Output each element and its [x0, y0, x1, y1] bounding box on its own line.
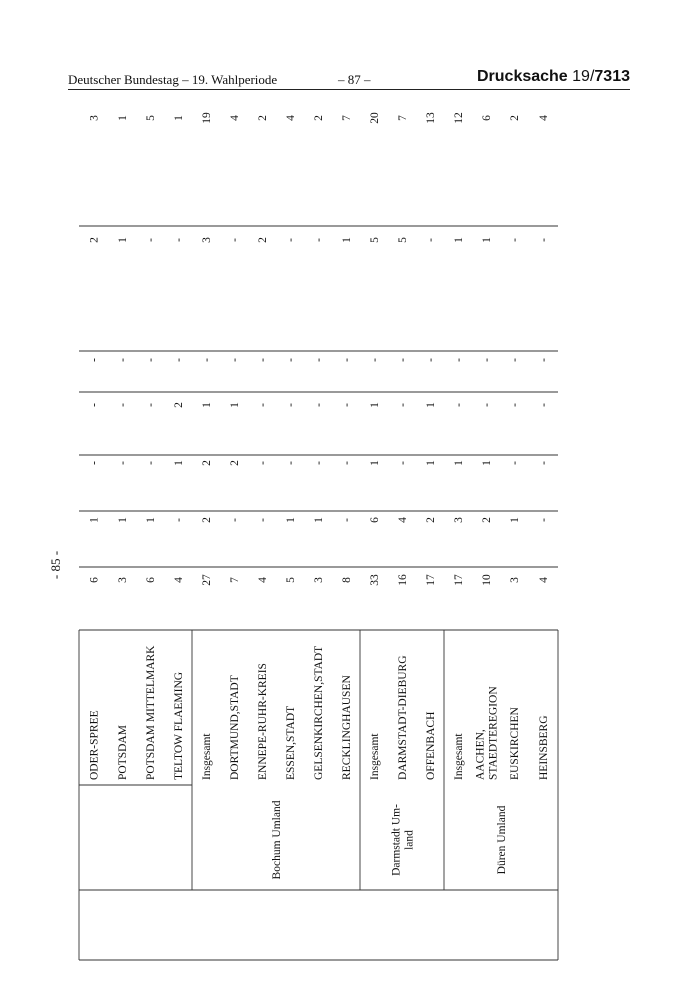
table-cell: -: [117, 461, 129, 465]
table-cell: 1: [425, 460, 437, 466]
table-cell: 33: [369, 574, 381, 586]
table-cell: 2: [425, 517, 437, 523]
table-cell: 1: [117, 115, 129, 121]
table-cell: 16: [397, 574, 409, 586]
table-cell: 1: [481, 237, 493, 243]
table-cell: 1: [173, 115, 185, 121]
table-cell: -: [117, 358, 129, 362]
row-label: Insgesamt: [369, 733, 381, 780]
table-cell: 20: [369, 112, 381, 124]
table-cell: -: [173, 238, 185, 242]
table-cell: -: [341, 461, 353, 465]
row-label: DORTMUND,STADT: [229, 675, 241, 780]
table-cell: 2: [481, 517, 493, 523]
table-cell: 3: [509, 577, 521, 583]
table-cell: -: [88, 403, 101, 407]
row-label: DARMSTADT-DIEBURG: [397, 655, 409, 780]
table-cell: 1: [369, 402, 381, 408]
table-cell: 6: [369, 517, 381, 523]
table-cell: 2: [509, 115, 521, 121]
table-cell: -: [538, 358, 550, 362]
table-cell: -: [145, 238, 157, 242]
table-cell: -: [257, 461, 269, 465]
table-cell: -: [397, 358, 409, 362]
table-cell: 1: [453, 237, 465, 243]
row-label: TELTOW FLAEMING: [173, 671, 185, 780]
table-cell: 4: [538, 115, 550, 121]
row-label: GELSENKIRCHEN,STADT: [313, 645, 325, 780]
header-document-id: 7313: [594, 68, 630, 85]
table-cell: -: [453, 358, 465, 362]
header-page-number: – 87 –: [338, 72, 371, 87]
row-label: POTSDAM: [117, 725, 129, 780]
table-cell: 17: [425, 574, 437, 586]
table-cell: -: [509, 461, 521, 465]
row-label: Insgesamt: [453, 733, 465, 780]
table-cell: 1: [173, 460, 185, 466]
table-cell: 4: [257, 577, 269, 583]
table-cell: 1: [117, 517, 129, 523]
table-cell: -: [313, 403, 325, 407]
table-cell: -: [425, 358, 437, 362]
row-label: AACHEN,: [474, 729, 487, 780]
table-cell: 2: [257, 115, 269, 121]
table-cell: -: [285, 358, 297, 362]
row-label: Insgesamt: [201, 733, 213, 780]
table-cell: 1: [145, 517, 157, 523]
header-parliament: Deutscher Bundestag – 19. Wahlperiode: [68, 72, 278, 87]
table-cell: -: [88, 358, 101, 362]
table-cell: 3: [117, 577, 129, 583]
table-cell: -: [538, 238, 550, 242]
table-cell: 5: [369, 237, 381, 243]
group-label: Darmstadt Um-: [390, 804, 403, 876]
table-cell: 2: [313, 115, 325, 121]
table-cell: -: [257, 518, 269, 522]
table-cell: 1: [425, 402, 437, 408]
row-label: POTSDAM MITTELMARK: [145, 645, 157, 780]
table-cell: 1: [509, 517, 521, 523]
table-cell: 1: [453, 460, 465, 466]
table-cell: -: [173, 358, 185, 362]
table-cell: -: [285, 403, 297, 407]
table-cell: -: [425, 238, 437, 242]
table-cell: -: [538, 461, 550, 465]
table-cell: -: [509, 403, 521, 407]
table-cell: 1: [285, 517, 297, 523]
table-cell: -: [397, 403, 409, 407]
table-cell: 5: [397, 237, 409, 243]
header-document-prefix: 19/: [572, 68, 595, 85]
table-cell: 2: [229, 460, 241, 466]
table-cell: -: [145, 358, 157, 362]
table-cell: -: [481, 358, 493, 362]
table-cell: 6: [481, 115, 493, 121]
table-cell: -: [538, 403, 550, 407]
table-cell: -: [173, 518, 185, 522]
table-cell: -: [538, 518, 550, 522]
table-cell: 1: [313, 517, 325, 523]
table-cell: 1: [369, 460, 381, 466]
table-cell: -: [397, 461, 409, 465]
table-cell: -: [285, 238, 297, 242]
table-cell: 6: [145, 577, 157, 583]
table-cell: 1: [201, 402, 213, 408]
table-cell: 5: [145, 115, 157, 121]
group-label: Düren Umland: [496, 805, 508, 875]
table-cell: 3: [201, 237, 213, 243]
table-cell: -: [229, 358, 241, 362]
table-cell: -: [481, 403, 493, 407]
row-label: ENNEPE-RUHR-KREIS: [257, 663, 269, 780]
table-cell: -: [88, 461, 101, 465]
table-cell: 4: [397, 517, 409, 523]
table-cell: 5: [285, 577, 297, 583]
table-cell: 1: [229, 402, 241, 408]
table-cell: 1: [341, 237, 353, 243]
table-cell: -: [145, 403, 157, 407]
table-cell: -: [341, 403, 353, 407]
table-cell: -: [341, 518, 353, 522]
table-cell: -: [369, 358, 381, 362]
table-cell: 6: [88, 577, 101, 583]
header-document-label: Drucksache: [476, 68, 568, 85]
row-label: ESSEN,STADT: [285, 705, 297, 780]
table-cell: -: [257, 403, 269, 407]
table-cell: 17: [453, 574, 465, 586]
table-cell: -: [117, 403, 129, 407]
table-cell: -: [145, 461, 157, 465]
table-cell: 4: [285, 115, 297, 121]
table-cell: -: [285, 461, 297, 465]
row-label: HEINSBERG: [538, 715, 550, 780]
table-cell: -: [313, 358, 325, 362]
table-cell: 4: [173, 577, 185, 583]
table-cell: -: [313, 461, 325, 465]
table-cell: 2: [201, 517, 213, 523]
group-label: land: [403, 830, 416, 850]
table-cell: 2: [257, 237, 269, 243]
table-cell: 7: [341, 115, 353, 121]
table-cell: 10: [481, 574, 493, 586]
table-cell: 27: [201, 574, 213, 586]
table-cell: -: [201, 358, 213, 362]
table-cell: 7: [229, 577, 241, 583]
page-mark: - 85 -: [48, 550, 63, 580]
row-label: OFFENBACH: [425, 711, 437, 780]
group-label: Bochum Umland: [271, 800, 283, 880]
row-label: EUSKIRCHEN: [509, 707, 521, 780]
table-cell: 2: [88, 237, 101, 243]
table-cell: -: [341, 358, 353, 362]
table-cell: 2: [173, 402, 185, 408]
row-label: ODER-SPREE: [88, 710, 101, 780]
table-cell: 3: [88, 115, 101, 121]
table-cell: 2: [201, 460, 213, 466]
table-cell: 19: [201, 112, 213, 124]
table-cell: -: [509, 238, 521, 242]
table-cell: 4: [538, 577, 550, 583]
table-cell: -: [509, 358, 521, 362]
table-cell: 12: [453, 112, 465, 124]
table-cell: 1: [88, 517, 101, 523]
table-cell: 8: [341, 577, 353, 583]
table-cell: 1: [481, 460, 493, 466]
table-cell: 13: [425, 112, 437, 124]
table-cell: 3: [313, 577, 325, 583]
table-cell: -: [229, 238, 241, 242]
table-cell: -: [453, 403, 465, 407]
table-cell: -: [313, 238, 325, 242]
row-label: STAEDTEREGION: [487, 686, 500, 780]
row-label: RECKLINGHAUSEN: [341, 675, 353, 780]
table-cell: 1: [117, 237, 129, 243]
table-cell: 3: [453, 517, 465, 523]
table-cell: 4: [229, 115, 241, 121]
table-cell: -: [257, 358, 269, 362]
table-cell: -: [229, 518, 241, 522]
table-cell: 7: [397, 115, 409, 121]
